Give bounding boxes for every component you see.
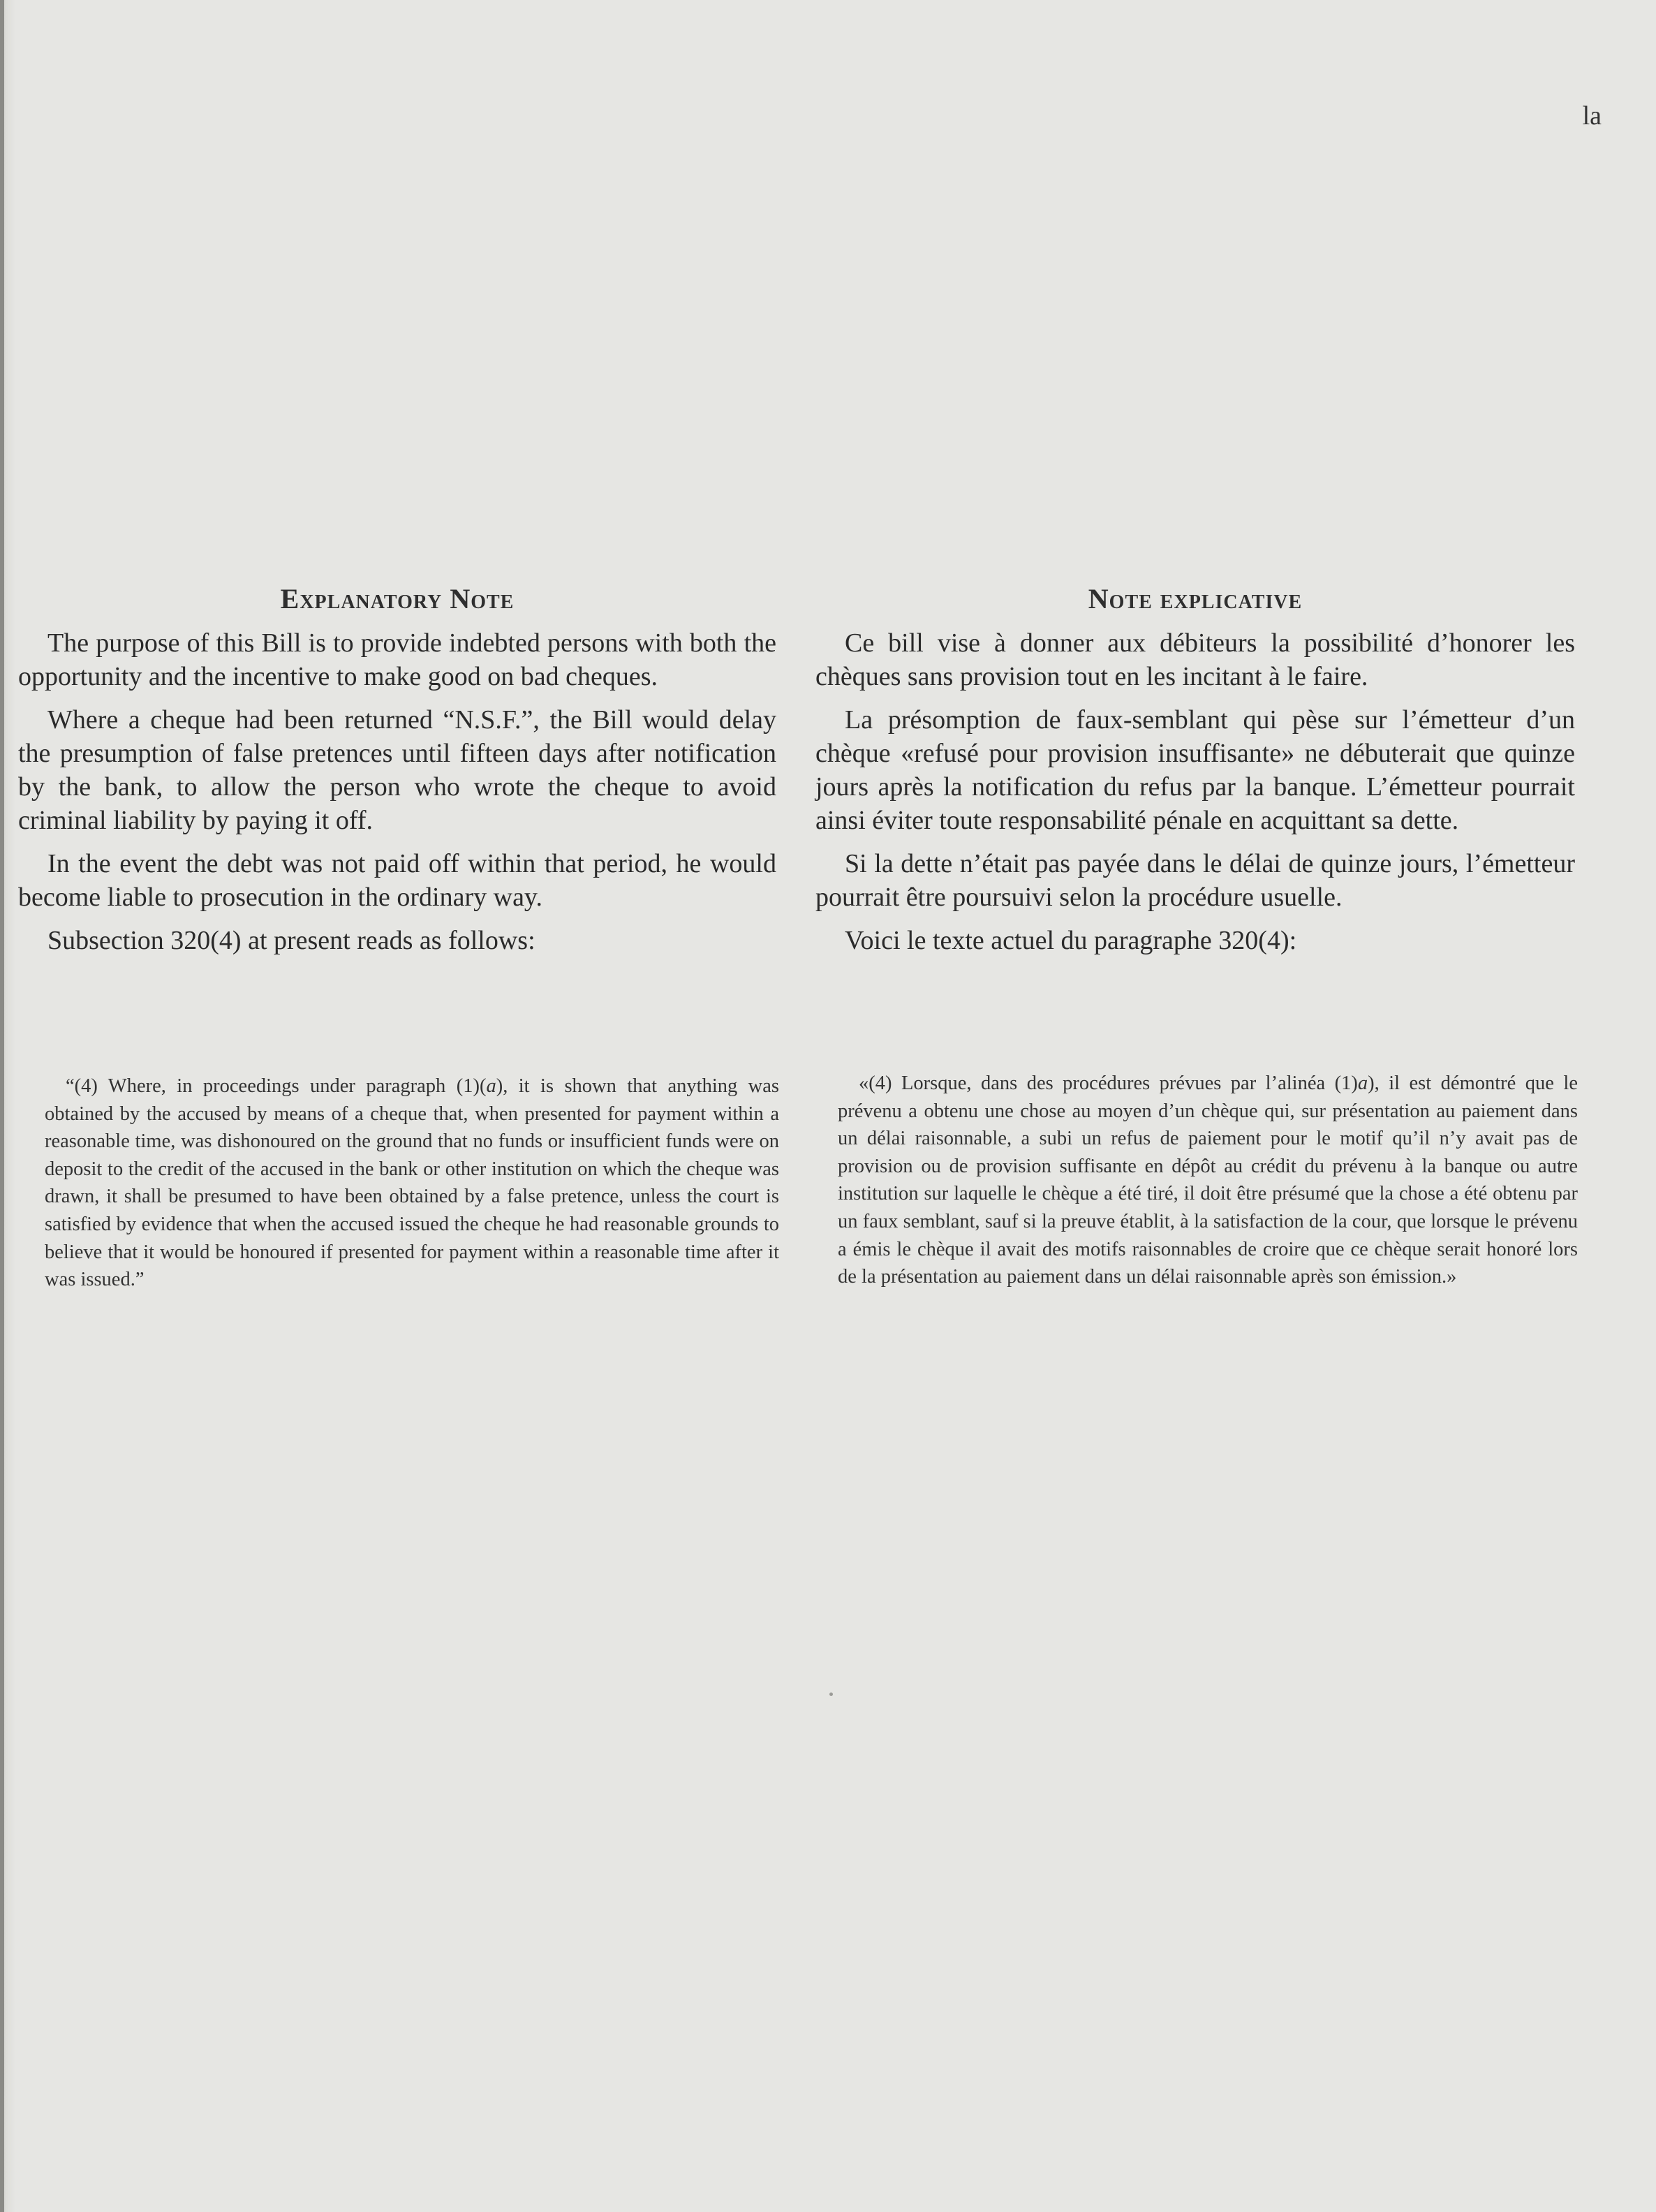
english-paragraph-2: Where a cheque had been returned “N.S.F.”, the Bill would delay the presumption of false pretences until fifteen days after notification by the bank, to allow the person who wrote the cheque to avoid criminal liability by paying it off. (18, 705, 776, 835)
french-paragraph-4: Voici le texte actuel du paragraphe 320(4): (845, 926, 1297, 955)
french-paragraph-2: La présomption de faux-semblant qui pèse sur l’émetteur d’un chèque «refusé pour provision insuffisante» ne débuterait que quinze jours après la notification du refus par la banque. L’émetteur pourrait ainsi éviter toute responsabilité pénale en acquittant sa dette. (815, 705, 1575, 835)
binding-edge (0, 0, 4, 2212)
paper-speck (829, 1693, 833, 1696)
english-heading: Explanatory Note (280, 583, 515, 614)
french-column (815, 582, 1575, 967)
french-paragraph-1: Ce bill vise à donner aux débiteurs la possibilité d’honorer les chèques sans provision tout en les incitant à le faire. (815, 628, 1575, 691)
french-heading: Note explicative (1088, 583, 1303, 614)
english-paragraph-3: In the event the debt was not paid off within that period, he would become liable to prosecution in the ordinary way. (18, 849, 776, 912)
french-quoted-subsection: «(4) Lorsque, dans des procédures prévues par l’alinéa (1)a), il est démontré que le prévenu a obtenu une chose au moyen d’un chèque qui, sur présentation au paiement dans un délai raisonnable, a subi un refus de paiement pour le motif qu’il n’y avait pas de provision ou de provision suffisante en dépôt au crédit du prévenu à la banque ou autre institution sur laquelle le chèque a été tiré, il doit être présumé que la chose a été obtenu par un faux semblant, sauf si la preuve établit, à la satisfaction de la cour, que lorsque le prévenu a émis le chèque il avait des motifs raisonnables de croire que ce chèque serait honoré lors de la présentation au paiement dans un délai raisonnable après son émission.» (838, 1072, 1578, 1288)
english-paragraph-4: Subsection 320(4) at present reads as follows: (47, 926, 535, 955)
english-paragraph-1: The purpose of this Bill is to provide indebted persons with both the opportunity and the incentive to make good on bad cheques. (18, 628, 776, 691)
french-paragraph-3: Si la dette n’était pas payée dans le délai de quinze jours, l’émetteur pourrait être poursuivi selon la procédure usuelle. (815, 849, 1575, 912)
page-number: la (1582, 101, 1602, 131)
english-quoted-subsection: “(4) Where, in proceedings under paragraph (1)(a), it is shown that anything was obtained by the accused by means of a cheque that, when presented for payment within a reasonable time, was dishonoured on the ground that no funds or insufficient funds were on deposit to the credit of the accused in the bank or other institution on which the cheque was drawn, it shall be presumed to have been obtained by a false pretence, unless the court is satisfied by evidence that when the accused issued the cheque he had reasonable grounds to believe that it would be honoured if presented for payment within a reasonable time after it was issued.” (45, 1075, 779, 1291)
english-column (18, 582, 776, 967)
